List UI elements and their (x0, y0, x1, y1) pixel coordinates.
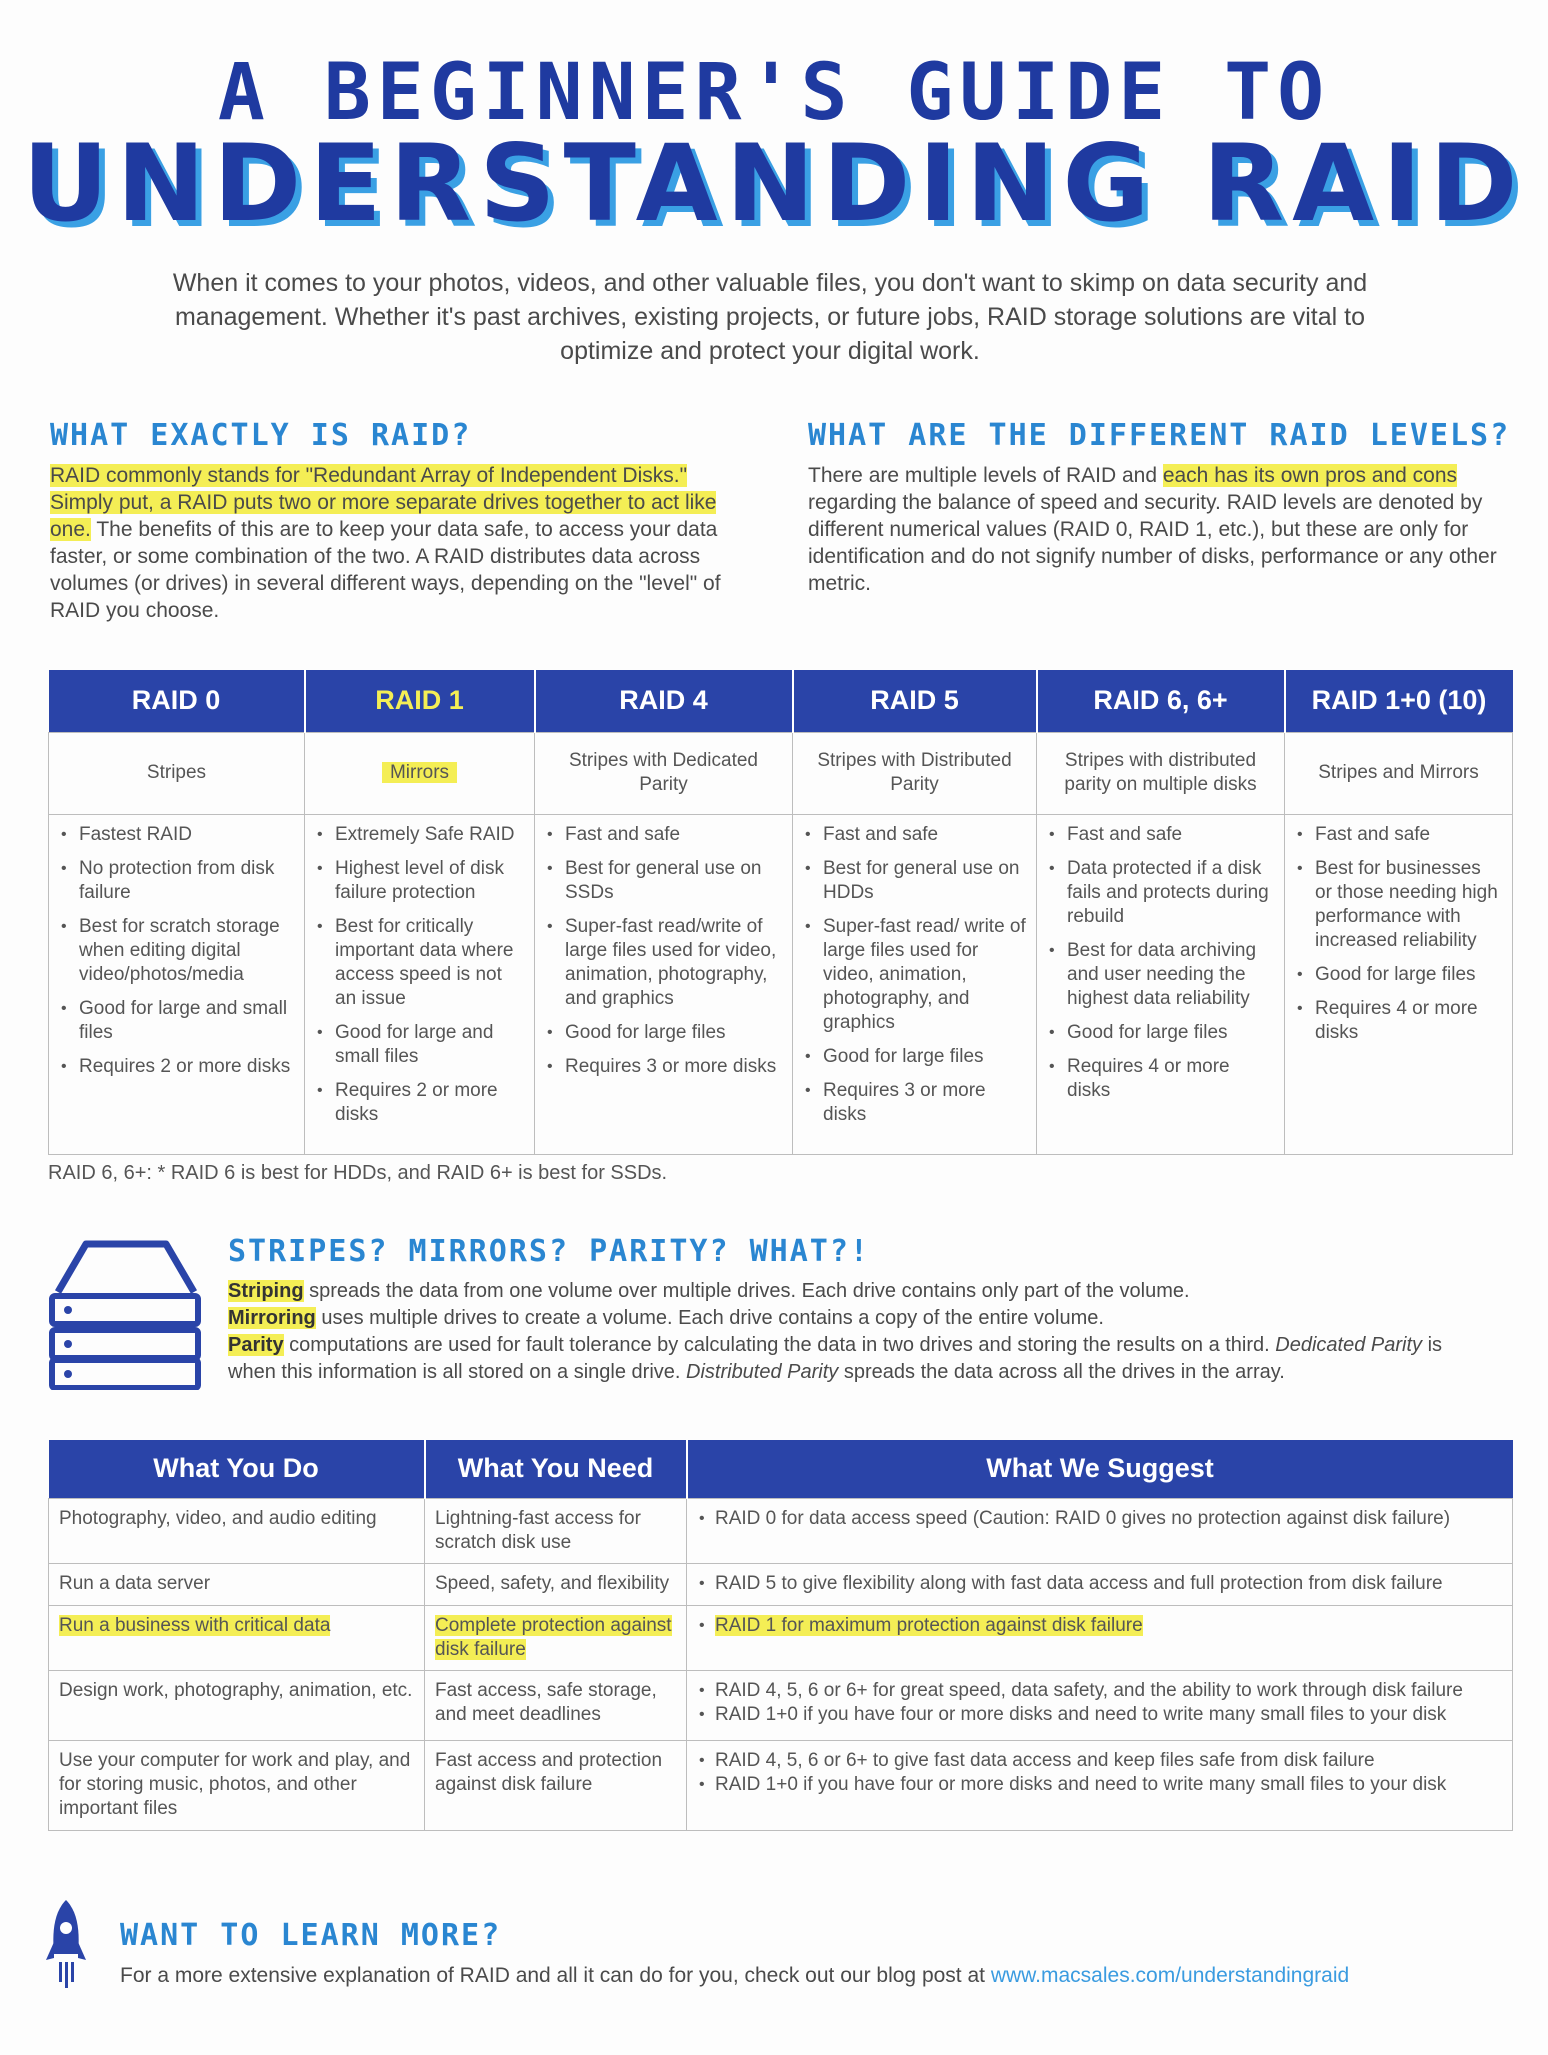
table-cell (687, 1605, 1513, 1670)
table-cell-highlight: Run a business with critical data (59, 1614, 331, 1636)
list-item: • Best for data archiving and user needing the highest data reliability (1047, 939, 1274, 1011)
list-item: • Best for critically important data where access speed is not an issue (315, 915, 524, 1011)
raid-levels-table (48, 670, 1513, 1155)
dedicated-parity-definition: is when this information is all stored on a single drive. (228, 1334, 1443, 1383)
list-item: • Best for scratch storage when editing digital video/photos/media (59, 915, 294, 987)
list-item: • Requires 2 or more disks (315, 1079, 524, 1127)
raid-col-header: RAID 6, 6+ (1037, 670, 1285, 732)
what-is-raid-heading: WHAT EXACTLY IS RAID? (50, 418, 472, 453)
table-cell: Speed, safety, and flexibility (425, 1563, 687, 1605)
list-item: • Requires 3 or more disks (803, 1079, 1026, 1127)
learn-more-heading: WANT TO LEARN MORE? (120, 1918, 502, 1953)
list-item: • Super-fast read/write of large files used for video, animation, photography, and graphics (545, 915, 782, 1011)
list-item: • Best for general use on SSDs (545, 857, 782, 905)
table-cell: Fast access and protection against disk failure (425, 1740, 687, 1830)
list-item: • Good for large files (803, 1045, 1026, 1069)
raid-type-cell (305, 732, 535, 814)
mirroring-definition: uses multiple drives to create a volume. Each drive contains a copy of the entire volume. (315, 1307, 1104, 1329)
raid-features-cell (1037, 814, 1285, 1154)
title-line-1: A BEGINNER'S GUIDE TO (217, 48, 1331, 138)
parity-term: Parity (228, 1334, 284, 1356)
what-is-raid-highlight: RAID commonly stands for "Redundant Array of Independent Disks." Simply put, a RAID puts two or more separate drives together to act like one. (50, 464, 717, 541)
list-item: • Fastest RAID (59, 823, 294, 847)
list-item: • RAID 0 for data access speed (Caution: RAID 0 gives no protection against disk failure) (697, 1507, 1502, 1531)
table-cell: Lightning-fast access for scratch disk use (425, 1498, 687, 1563)
table-cell: Use your computer for work and play, and for storing music, photos, and other important files (49, 1740, 425, 1830)
raid-features-cell (535, 814, 793, 1154)
raid-levels-text (808, 462, 1500, 597)
suggestions-col-header: What We Suggest (687, 1440, 1513, 1498)
table-cell (49, 1605, 425, 1670)
list-item: • Fast and safe (545, 823, 782, 847)
list-item: • Data protected if a disk fails and protects during rebuild (1047, 857, 1274, 929)
raid-col-header: RAID 1+0 (10) (1285, 670, 1513, 732)
table-cell (687, 1740, 1513, 1830)
striping-term: Striping (228, 1280, 304, 1302)
table-cell (687, 1670, 1513, 1740)
list-item: • Best for general use on HDDs (803, 857, 1026, 905)
distributed-parity-definition: spreads the data across all the drives in the array. (838, 1361, 1285, 1383)
raid-type-cell: Stripes and Mirrors (1285, 732, 1513, 814)
raid-levels-heading: WHAT ARE THE DIFFERENT RAID LEVELS? (808, 418, 1511, 453)
parity-line (228, 1332, 1488, 1386)
list-item: • RAID 1+0 if you have four or more disks and need to write many small files to your disk (697, 1773, 1502, 1797)
raid-features-cell (305, 814, 535, 1154)
raid-table-type-row (49, 732, 1513, 814)
table-row (49, 1670, 1513, 1740)
server-stack-icon (46, 1232, 206, 1390)
suggestions-header-row (49, 1440, 1513, 1498)
table-cell: Run a data server (49, 1563, 425, 1605)
what-is-raid-text (50, 462, 740, 624)
table-cell (687, 1498, 1513, 1563)
table-cell-highlight: RAID 1 for maximum protection against disk failure (715, 1614, 1143, 1636)
raid-type-cell: Stripes with Distributed Parity (793, 732, 1037, 814)
list-item: • Super-fast read/ write of large files used for video, animation, photography, and graphics (803, 915, 1026, 1035)
raid-col-header: RAID 1 (305, 670, 535, 732)
list-item: • Fast and safe (1295, 823, 1502, 847)
parity-definition: computations are used for fault tolerance by calculating the data in two drives and storing the results on a third. (283, 1334, 1276, 1356)
table-row (49, 1563, 1513, 1605)
table-cell-highlight: Complete protection against disk failure (435, 1614, 672, 1660)
list-item: • Good for large and small files (59, 997, 294, 1045)
learn-more-sentence: For a more extensive explanation of RAID and all it can do for you, check out our blog post at (120, 1964, 991, 1987)
list-item: • RAID 4, 5, 6 or 6+ to give fast data access and keep files safe from disk failure (697, 1749, 1502, 1773)
list-item: • Requires 3 or more disks (545, 1055, 782, 1079)
raid-features-cell (793, 814, 1037, 1154)
raid-levels-highlight: each has its own pros and cons (1162, 464, 1458, 487)
list-item: • No protection from disk failure (59, 857, 294, 905)
list-item: • Best for businesses or those needing high performance with increased reliability (1295, 857, 1502, 953)
distributed-parity-term: Distributed Parity (686, 1361, 839, 1383)
table-cell (687, 1563, 1513, 1605)
list-item: • Requires 4 or more disks (1047, 1055, 1274, 1103)
table-row (49, 1740, 1513, 1830)
list-item: • Fast and safe (803, 823, 1026, 847)
raid-type-highlight: Mirrors (382, 762, 457, 783)
list-item (697, 1614, 1502, 1638)
suggestions-col-header: What You Do (49, 1440, 425, 1498)
table-row (49, 1498, 1513, 1563)
list-item: • Requires 4 or more disks (1295, 997, 1502, 1045)
list-item: • Highest level of disk failure protection (315, 857, 524, 905)
learn-more-text (120, 1964, 1349, 1988)
mirroring-term: Mirroring (228, 1307, 316, 1329)
list-item: • Extremely Safe RAID (315, 823, 524, 847)
raid-table-features-row (49, 814, 1513, 1154)
striping-definition: spreads the data from one volume over multiple drives. Each drive contains only part of the volume. (303, 1280, 1190, 1302)
list-item: • RAID 5 to give flexibility along with fast data access and full protection from disk failure (697, 1572, 1502, 1596)
terms-text (228, 1278, 1488, 1386)
raid-col-header: RAID 5 (793, 670, 1037, 732)
rocket-icon (46, 1898, 86, 1994)
list-item: • Good for large files (1295, 963, 1502, 987)
suggestions-table (48, 1440, 1513, 1831)
raid-col-header: RAID 4 (535, 670, 793, 732)
table-cell: Fast access, safe storage, and meet deadlines (425, 1670, 687, 1740)
dedicated-parity-term: Dedicated Parity (1275, 1334, 1423, 1356)
list-item: • Good for large files (1047, 1021, 1274, 1045)
list-item: • Good for large and small files (315, 1021, 524, 1069)
list-item: • Requires 2 or more disks (59, 1055, 294, 1079)
raid-table-header-row (49, 670, 1513, 732)
table-cell: Design work, photography, animation, etc. (49, 1670, 425, 1740)
list-item: • RAID 1+0 if you have four or more disks and need to write many small files to your disk (697, 1703, 1502, 1727)
raid-col-header: RAID 0 (49, 670, 305, 732)
list-item: • Good for large files (545, 1021, 782, 1045)
raid-features-cell (1285, 814, 1513, 1154)
suggestions-col-header: What You Need (425, 1440, 687, 1498)
what-is-raid-rest: The benefits of this are to keep your data safe, to access your data faster, or some combination of the two. A RAID distributes data across volumes (or drives) in several different ways, depending on the "level" of RAID you choose. (50, 518, 721, 622)
mirroring-line (228, 1305, 1488, 1332)
terms-heading: STRIPES? MIRRORS? PARITY? WHAT?! (228, 1234, 870, 1269)
list-item: • RAID 4, 5, 6 or 6+ for great speed, data safety, and the ability to work through disk failure (697, 1679, 1502, 1703)
raid-levels-text-part1: There are multiple levels of RAID and (808, 464, 1163, 487)
raid-footnote: RAID 6, 6+: * RAID 6 is best for HDDs, and RAID 6+ is best for SSDs. (48, 1162, 668, 1184)
title-line-2: UNDERSTANDING RAID (22, 122, 1526, 245)
raid-type-cell: Stripes with Dedicated Parity (535, 732, 793, 814)
raid-features-cell (49, 814, 305, 1154)
blog-link[interactable]: www.macsales.com/understandingraid (990, 1964, 1350, 1987)
table-cell (425, 1605, 687, 1670)
table-cell: Photography, video, and audio editing (49, 1498, 425, 1563)
intro-paragraph: When it comes to your photos, videos, and other valuable files, you don't want to skimp on data security and management. Whether it's past archives, existing projects, or future jobs, RAID storage solutions are vital to optimize and protect your digital work. (172, 269, 1368, 365)
raid-type-cell: Stripes (49, 732, 305, 814)
list-item: • Fast and safe (1047, 823, 1274, 847)
striping-line (228, 1278, 1488, 1305)
raid-type-cell: Stripes with distributed parity on multiple disks (1037, 732, 1285, 814)
table-row (49, 1605, 1513, 1670)
raid-levels-text-part2: regarding the balance of speed and security. RAID levels are denoted by different numerical values (RAID 0, RAID 1, etc.), but these are only for identification and do not signify number of disks, performance or any other metric. (808, 491, 1497, 595)
